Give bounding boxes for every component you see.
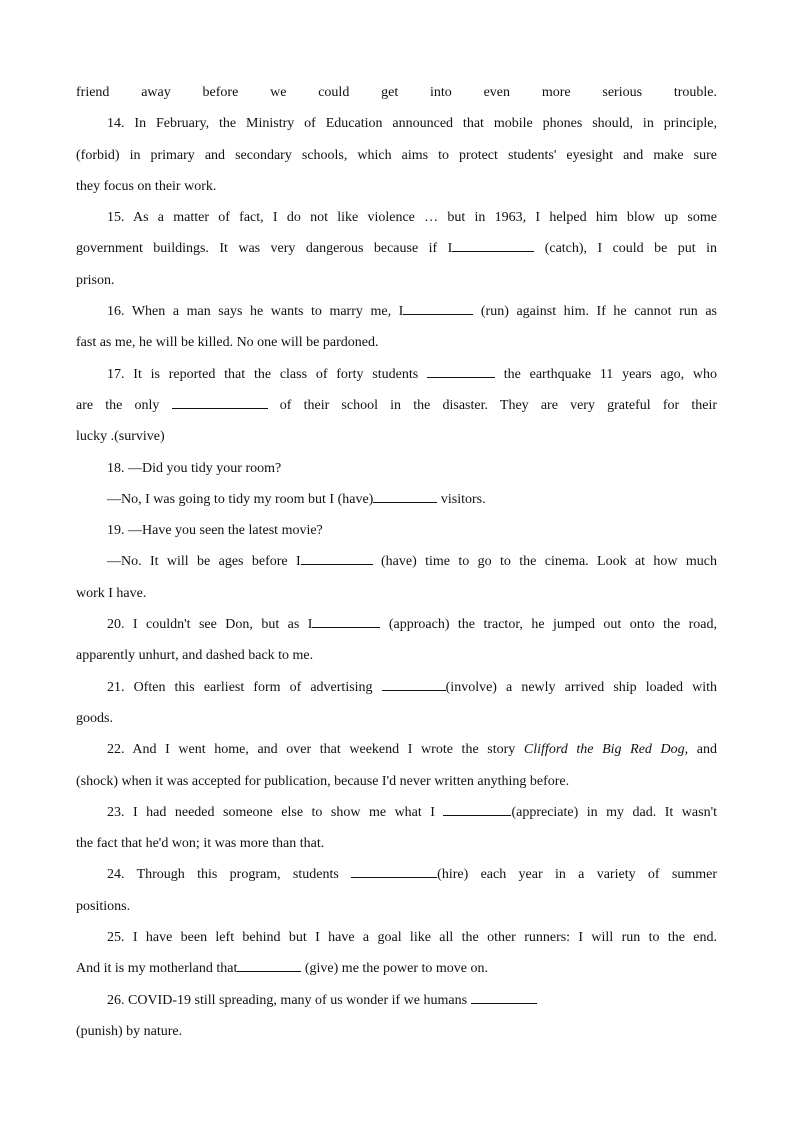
line-text: (shock) when it was accepted for publication, because I'd never written anything before. (76, 773, 570, 789)
question-17 (76, 359, 717, 390)
text-line (76, 390, 717, 421)
text-line (76, 953, 717, 984)
question-19 (76, 515, 717, 546)
line-text: prison. (76, 272, 115, 288)
text-line (76, 766, 717, 797)
answer-blank-17b[interactable] (172, 396, 268, 409)
text-line (76, 77, 717, 108)
line-text: they focus on their work. (76, 178, 217, 194)
line-text: 22. And I went home, and over that weekend I wrote the story (107, 742, 524, 758)
line-text: 14. In February, the Ministry of Education announced that mobile phones should, in principle, (107, 116, 717, 132)
answer-blank-16[interactable] (403, 302, 473, 315)
text-line (76, 484, 717, 515)
text-line (76, 891, 717, 922)
line-text: 21. Often this earliest form of advertising (107, 679, 373, 695)
text-line (76, 327, 717, 358)
line-text: 20. I couldn't see Don, but as I (107, 617, 313, 633)
line-text: 16. When a man says he wants to marry me, I (107, 304, 404, 320)
answer-blank-15[interactable] (452, 239, 534, 252)
line-text: of their school in the disaster. They are very grateful for their (267, 397, 717, 413)
question-20 (76, 609, 717, 640)
line-text: goods. (76, 710, 113, 726)
line-text: (appreciate) in my dad. It wasn't (511, 804, 717, 820)
line-text: 17. It is reported that the class of forty students (107, 366, 419, 382)
question-23 (76, 797, 717, 828)
answer-blank-24[interactable] (351, 865, 437, 878)
question-14 (76, 108, 717, 139)
line-text: lucky .(survive) (76, 429, 165, 445)
answer-blank-20[interactable] (312, 615, 380, 628)
answer-blank-21[interactable] (382, 678, 446, 691)
answer-blank-23[interactable] (443, 803, 511, 816)
line-text: 19. —Have you seen the latest movie? (107, 523, 323, 539)
line-text: fast as me, he will be killed. No one will be pardoned. (76, 335, 379, 351)
text-line (76, 140, 717, 171)
answer-blank-19[interactable] (301, 552, 373, 565)
line-text: are the only (76, 397, 160, 413)
line-text: 18. —Did you tidy your room? (107, 460, 282, 476)
answer-blank-26[interactable] (471, 991, 537, 1004)
line-text: positions. (76, 898, 131, 914)
question-15 (76, 202, 717, 233)
question-16 (76, 296, 717, 327)
text-line (76, 1016, 717, 1047)
text-line (76, 421, 717, 452)
line-text: visitors. (437, 491, 486, 507)
text-line (76, 703, 717, 734)
text-line (76, 828, 717, 859)
line-text: (hire) each year in a variety of summer (437, 867, 717, 883)
question-21 (76, 672, 717, 703)
line-text: government buildings. It was very dangerous because if I (76, 241, 453, 257)
line-text: (approach) the tractor, he jumped out onto the road, (380, 617, 717, 633)
question-24 (76, 859, 717, 890)
answer-blank-18[interactable] (373, 490, 437, 503)
line-text: (forbid) in primary and secondary schools, which aims to protect students' eyesight and make sure (76, 147, 717, 163)
line-text: work I have. (76, 585, 147, 601)
text-line (76, 546, 717, 577)
story-title: Clifford the Big Red Dog, (523, 742, 689, 758)
line-text: (run) against him. If he cannot run as (473, 304, 717, 320)
question-26 (76, 985, 717, 1016)
line-text: 15. As a matter of fact, I do not like violence … but in 1963, I helped him blow up some (107, 210, 717, 226)
answer-blank-25[interactable] (237, 959, 301, 972)
answer-blank-17a[interactable] (427, 365, 495, 378)
text-line (76, 265, 717, 296)
text-line (76, 578, 717, 609)
line-text: 25. I have been left behind but I have a goal like all the other runners: I will run to the end. (107, 930, 717, 946)
line-text: —No, I was going to tidy my room but I (have) (107, 491, 374, 507)
exercise-text (76, 77, 717, 1047)
line-text: and (688, 742, 717, 758)
line-text: the fact that he'd won; it was more than that. (76, 836, 325, 852)
text-line (76, 171, 717, 202)
line-text: friend away before we could get into even more serious trouble. (76, 85, 717, 100)
question-25 (76, 922, 717, 953)
line-text: 26. COVID-19 still spreading, many of us wonder if we humans (107, 992, 471, 1008)
line-text: (involve) a newly arrived ship loaded with (445, 679, 717, 695)
line-text: apparently unhurt, and dashed back to me. (76, 648, 314, 664)
text-line (76, 640, 717, 671)
line-text: 23. I had needed someone else to show me what I (107, 804, 435, 820)
line-text: 24. Through this program, students (107, 867, 339, 883)
line-text: (give) me the power to move on. (301, 961, 488, 977)
line-text: —No. It will be ages before I (107, 554, 301, 570)
line-text: (punish) by nature. (76, 1023, 183, 1039)
text-line (76, 233, 717, 264)
line-text: And it is my motherland that (76, 961, 238, 977)
line-text: the earthquake 11 years ago, who (494, 366, 717, 382)
line-text: (have) time to go to the cinema. Look at how much (372, 554, 717, 570)
question-22 (76, 734, 717, 765)
question-18 (76, 453, 717, 484)
line-text: (catch), I could be put in (534, 241, 717, 257)
